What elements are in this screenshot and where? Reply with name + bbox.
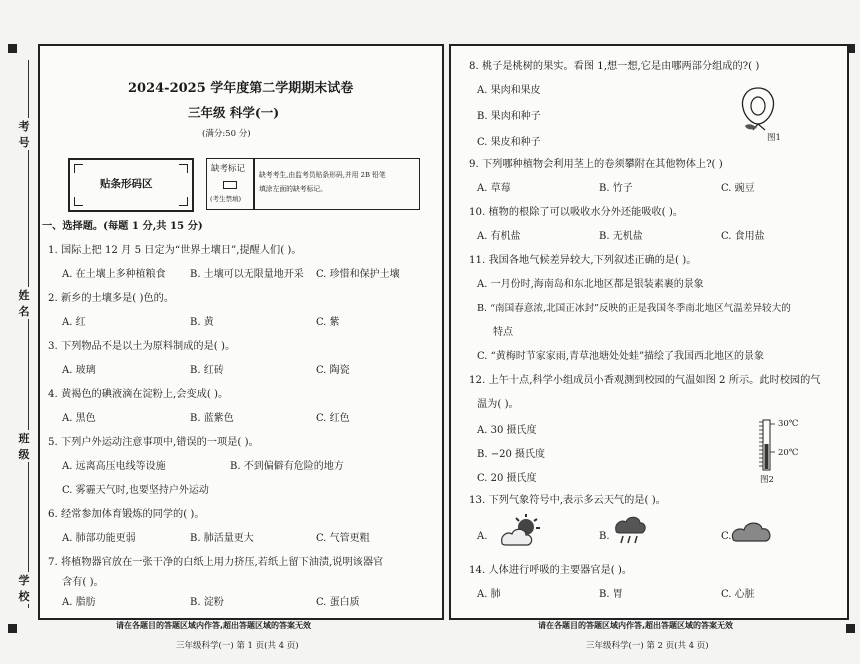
cloudy-weather-icon bbox=[729, 515, 775, 545]
absent-text-line1: 缺考考生,由监考员贴条形码,并用 2B 铅笔 bbox=[259, 171, 386, 179]
option-b: B. “南国春意浓,北国正冰封”反映的正是我国冬季南北地区气温差异较大的 bbox=[477, 303, 791, 314]
option-c: C. “黄梅时节家家雨,青草池塘处处蛙”描绘了我国西北地区的景象 bbox=[477, 351, 765, 362]
answer-area-footnote-2: 请在各题目的答题区域内作答,超出答题区域的答案无效 bbox=[538, 621, 734, 630]
option-a: A. 在土壤上多种植粮食 bbox=[62, 269, 166, 280]
barcode-area bbox=[68, 158, 194, 212]
side-label-class: 班级 bbox=[14, 430, 34, 462]
exam-title: 2024-2025 学年度第二学期期末试卷 bbox=[128, 81, 354, 96]
sun-cloud-weather-icon bbox=[498, 513, 544, 549]
option-c: C. 食用盐 bbox=[721, 231, 765, 242]
option-c: C. bbox=[721, 531, 732, 542]
option-b: B. 黄 bbox=[190, 317, 214, 328]
option-c: C. 气管更粗 bbox=[316, 533, 370, 544]
question-text: 7. 将植物器官放在一张干净的白纸上用力挤压,若纸上留下油渍,说明该器官 bbox=[48, 557, 384, 568]
option-c: C. 陶瓷 bbox=[316, 365, 350, 376]
option-b: B. 蓝紫色 bbox=[190, 413, 234, 424]
option-c: C. 雾霾天气时,也要坚持户外运动 bbox=[62, 485, 209, 496]
question-text: 3. 下列物品不是以土为原料制成的是( )。 bbox=[48, 341, 236, 352]
option-a: A. 有机盐 bbox=[477, 231, 521, 242]
absent-checkbox bbox=[223, 181, 237, 189]
question-text: 14. 人体进行呼吸的主要器官是( )。 bbox=[469, 565, 633, 576]
option-a: A. bbox=[477, 531, 488, 542]
option-a: A. 脂肪 bbox=[62, 597, 96, 608]
exam-subtitle: 三年级 科学(一) bbox=[188, 105, 280, 120]
option-c: C. 紫 bbox=[316, 317, 340, 328]
figure-1-label: 图1 bbox=[767, 133, 781, 143]
option-b: B. 果肉和种子 bbox=[477, 111, 541, 122]
page-footer-1: 三年级科学(一) 第 1 页(共 4 页) bbox=[176, 641, 299, 651]
thermometer-label-20: 20℃ bbox=[778, 448, 799, 458]
option-b: B. bbox=[599, 531, 610, 542]
option-a: A. 黑色 bbox=[62, 413, 96, 424]
option-a: A. 红 bbox=[62, 317, 86, 328]
absent-label: 缺考标记 bbox=[211, 164, 246, 174]
answer-area-footnote: 请在各题目的答题区域内作答,超出答题区域的答案无效 bbox=[116, 621, 312, 630]
option-c: C. 珍惜和保护土壤 bbox=[316, 269, 400, 280]
option-a: A. 草莓 bbox=[477, 183, 511, 194]
option-c: C. 蛋白质 bbox=[316, 597, 360, 608]
registration-mark bbox=[8, 44, 17, 53]
question-text: 9. 下列哪种植物会利用茎上的卷须攀附在其他物体上?( ) bbox=[469, 159, 723, 170]
option-a: A. 一月份时,海南岛和东北地区都是银装素裹的景象 bbox=[477, 279, 704, 290]
absent-mark-box bbox=[206, 158, 420, 210]
option-b: B. 土壤可以无限量地开采 bbox=[190, 269, 304, 280]
option-c: C. 红色 bbox=[316, 413, 350, 424]
option-b: B. 肺活量更大 bbox=[190, 533, 254, 544]
question-text: 10. 植物的根除了可以吸收水分外还能吸收( )。 bbox=[469, 207, 684, 218]
option-a: A. 玻璃 bbox=[62, 365, 96, 376]
option-a: A. 远离高压电线等设施 bbox=[62, 461, 166, 472]
question-text: 2. 新乡的土壤多是( )色的。 bbox=[48, 293, 175, 304]
side-label-exam-number: 考号 bbox=[14, 118, 34, 150]
option-a: A. 30 摄氏度 bbox=[477, 425, 537, 436]
option-b: B. 红砖 bbox=[190, 365, 224, 376]
exam-page-1 bbox=[38, 44, 444, 620]
option-a: A. 果肉和果皮 bbox=[477, 85, 541, 96]
question-text-cont: 温为( )。 bbox=[477, 399, 519, 410]
question-text: 5. 下列户外运动注意事项中,错误的一项是( )。 bbox=[48, 437, 259, 448]
question-text: 12. 上午十点,科学小组成员小香观测到校园的气温如图 2 所示。此时校园的气 bbox=[469, 375, 821, 386]
question-text: 4. 黄褐色的碘液滴在淀粉上,会变成( )。 bbox=[48, 389, 229, 400]
option-b: B. 不到偏僻有危险的地方 bbox=[230, 461, 344, 472]
option-b: B. 胃 bbox=[599, 589, 623, 600]
option-c: C. 果皮和种子 bbox=[477, 137, 541, 148]
page-footer-2: 三年级科学(一) 第 2 页(共 4 页) bbox=[586, 641, 709, 651]
option-c: C. 豌豆 bbox=[721, 183, 755, 194]
thermometer-label-30: 30℃ bbox=[778, 419, 799, 429]
absent-note-label: (考生禁填) bbox=[210, 195, 242, 203]
peach-cross-section-icon bbox=[735, 82, 781, 134]
question-text: 6. 经常参加体育锻炼的同学的( )。 bbox=[48, 509, 205, 520]
side-label-name: 姓名 bbox=[14, 287, 34, 319]
rain-cloud-weather-icon bbox=[612, 513, 648, 547]
question-text: 8. 桃子是桃树的果实。看图 1,想一想,它是由哪两部分组成的?( ) bbox=[469, 61, 760, 72]
figure-2-label: 图2 bbox=[760, 475, 774, 485]
option-a: A. 肺部功能更弱 bbox=[62, 533, 136, 544]
barcode-label: 贴条形码区 bbox=[100, 178, 153, 190]
section-heading: 一、选择题。(每题 1 分,共 15 分) bbox=[42, 220, 203, 232]
exam-score: (满分:50 分) bbox=[202, 129, 251, 139]
absent-text-line2: 填涂左面的缺考标记。 bbox=[259, 185, 327, 193]
option-b-cont: 特点 bbox=[493, 327, 513, 338]
option-b: B. −20 摄氏度 bbox=[477, 449, 545, 460]
option-b: B. 淀粉 bbox=[190, 597, 224, 608]
option-c: C. 20 摄氏度 bbox=[477, 473, 537, 484]
question-text-cont: 含有( )。 bbox=[62, 577, 104, 588]
question-text: 13. 下列气象符号中,表示多云天气的是( )。 bbox=[469, 495, 666, 506]
question-text: 11. 我国各地气候差异较大,下列叙述正确的是( )。 bbox=[469, 255, 697, 266]
registration-mark bbox=[8, 624, 17, 633]
option-b: B. 竹子 bbox=[599, 183, 633, 194]
registration-mark bbox=[846, 624, 855, 633]
option-a: A. 肺 bbox=[477, 589, 501, 600]
option-c: C. 心脏 bbox=[721, 589, 755, 600]
option-b: B. 无机盐 bbox=[599, 231, 643, 242]
question-text: 1. 国际上把 12 月 5 日定为“世界土壤日”,提醒人们( )。 bbox=[48, 245, 302, 256]
side-label-school: 学校 bbox=[14, 572, 34, 604]
